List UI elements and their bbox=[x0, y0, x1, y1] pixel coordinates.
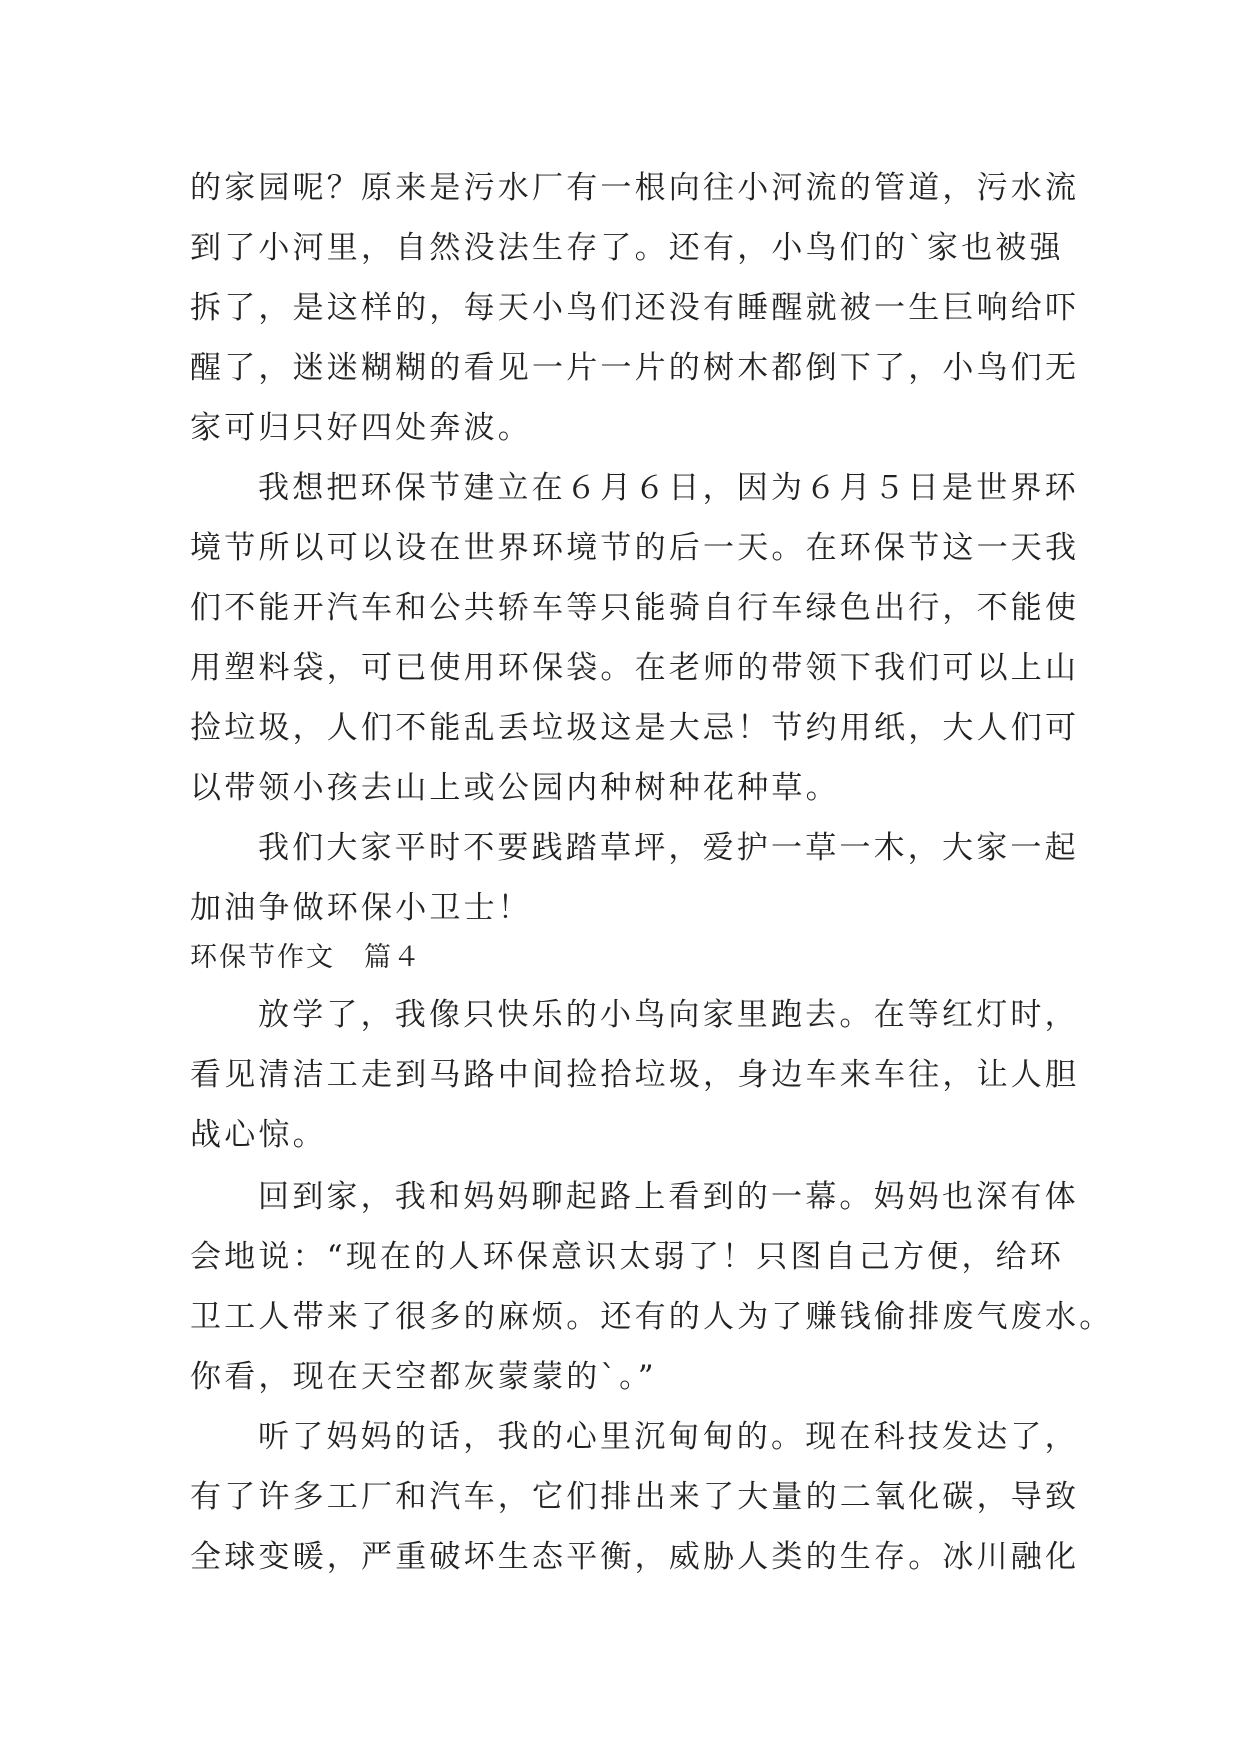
text-line: 捡垃圾，人们不能乱丢垃圾这是大忌！节约用纸，大人们可 bbox=[190, 710, 1080, 746]
text-line: 家可归只好四处奔波。 bbox=[190, 410, 532, 446]
section-title: 环保节作文 篇４ bbox=[190, 942, 422, 973]
text-line: 会地说：“现在的人环保意识太弱了！只图自己方便，给环 bbox=[190, 1239, 1065, 1275]
text-line: 你看，现在天空都灰蒙蒙的`。” bbox=[190, 1359, 657, 1395]
text-line: 们不能开汽车和公共轿车等只能骑自行车绿色出行，不能使 bbox=[190, 590, 1080, 626]
text-line: 到了小河里，自然没法生存了。还有，小鸟们的`家也被强 bbox=[190, 230, 1064, 266]
paragraph-start-line: 我想把环保节建立在６月６日，因为６月５日是世界环 bbox=[258, 470, 1079, 506]
text-line: 的家园呢？原来是污水厂有一根向往小河流的管道，污水流 bbox=[190, 170, 1080, 206]
paragraph-start-line: 我们大家平时不要践踏草坪，爱护一草一木，大家一起 bbox=[258, 830, 1079, 866]
text-line: 以带领小孩去山上或公园内种树种花种草。 bbox=[190, 770, 840, 806]
text-line: 拆了，是这样的，每天小鸟们还没有睡醒就被一生巨响给吓 bbox=[190, 290, 1080, 326]
text-line: 看见清洁工走到马路中间捡拾垃圾，身边车来车往，让人胆 bbox=[190, 1057, 1080, 1093]
text-line: 全球变暖，严重破坏生态平衡，威胁人类的生存。冰川融化 bbox=[190, 1539, 1080, 1575]
paragraph-start-line: 听了妈妈的话，我的心里沉甸甸的。现在科技发达了， bbox=[258, 1419, 1079, 1455]
paragraph-start-line: 放学了，我像只快乐的小鸟向家里跑去。在等红灯时， bbox=[258, 997, 1079, 1033]
text-line: 加油争做环保小卫士！ bbox=[190, 890, 532, 926]
text-line: 有了许多工厂和汽车，它们排出来了大量的二氧化碳，导致 bbox=[190, 1479, 1080, 1515]
paragraph-start-line: 回到家，我和妈妈聊起路上看到的一幕。妈妈也深有体 bbox=[258, 1179, 1079, 1215]
text-line: 境节所以可以设在世界环境节的后一天。在环保节这一天我 bbox=[190, 530, 1080, 566]
text-line: 战心惊。 bbox=[190, 1117, 327, 1153]
text-line: 醒了，迷迷糊糊的看见一片一片的树木都倒下了，小鸟们无 bbox=[190, 350, 1080, 386]
text-line: 卫工人带来了很多的麻烦。还有的人为了赚钱偷排废气废水。 bbox=[190, 1299, 1114, 1335]
text-line: 用塑料袋，可已使用环保袋。在老师的带领下我们可以上山 bbox=[190, 650, 1080, 686]
